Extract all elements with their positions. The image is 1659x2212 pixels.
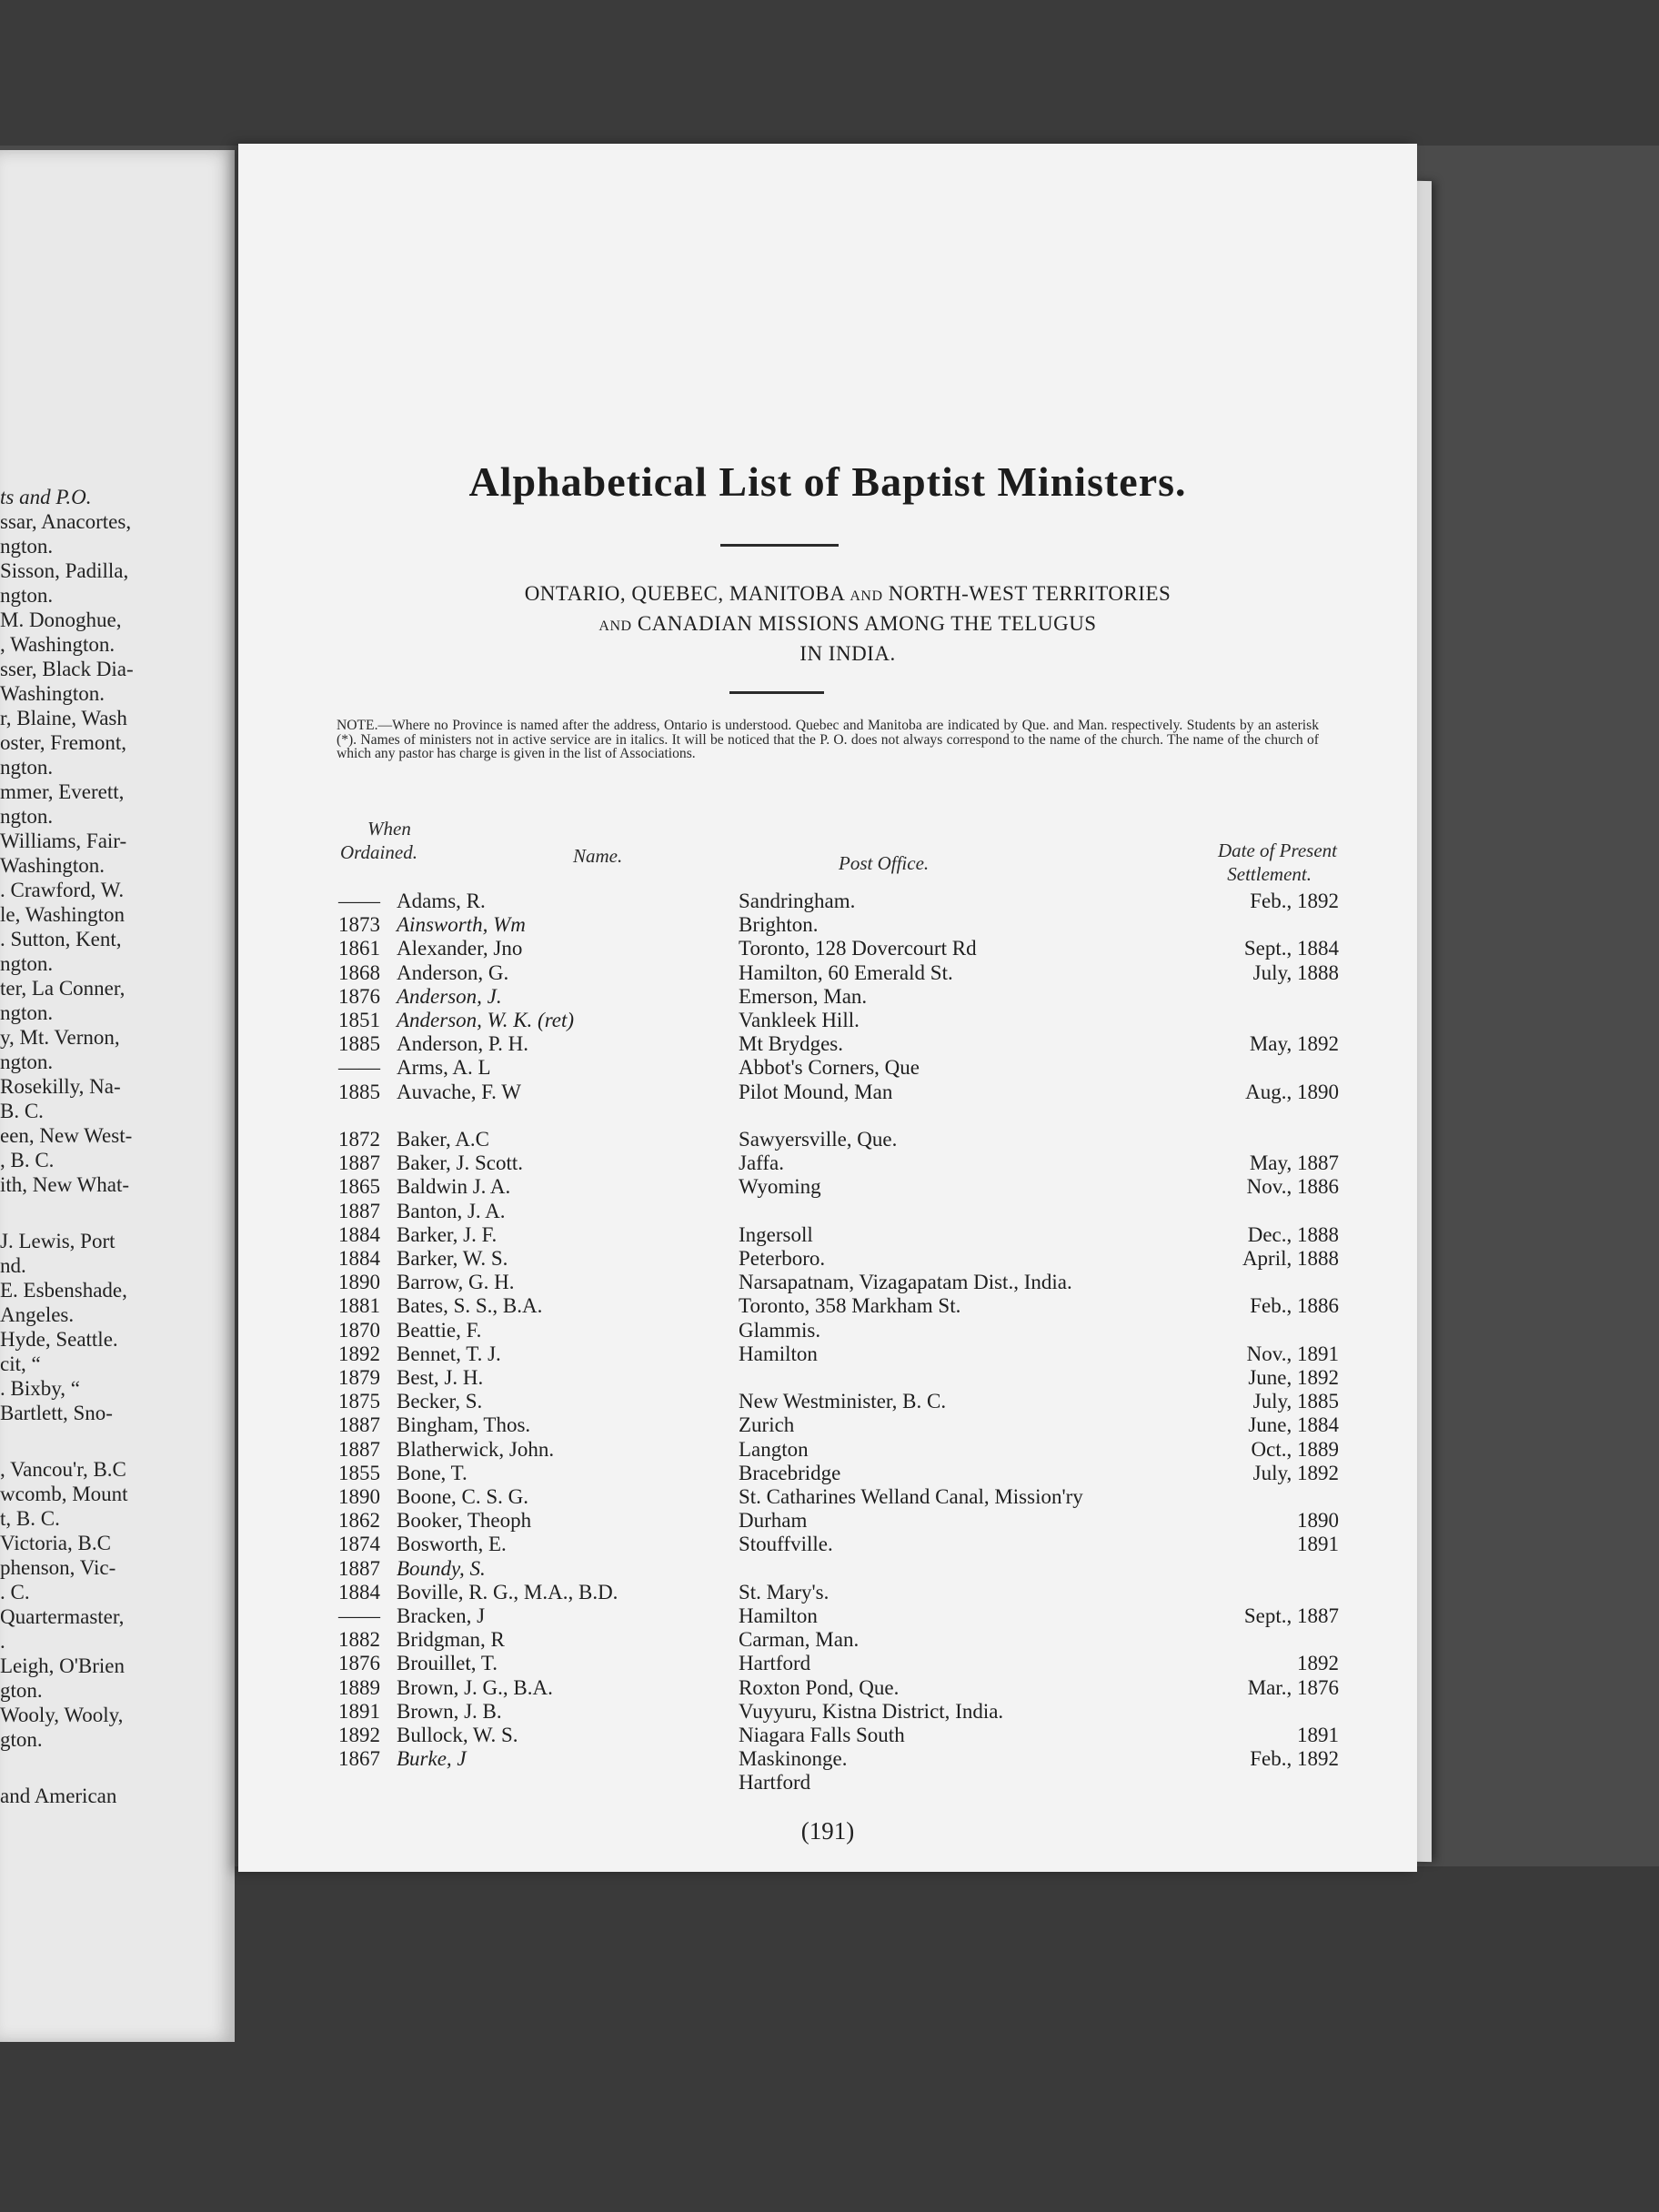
entry-post-office: Toronto, 128 Dovercourt Rd	[739, 937, 977, 960]
minister-entry	[338, 1390, 1339, 1413]
entry-post-office: Narsapatnam, Vizagapatam Dist., India.	[739, 1271, 1072, 1294]
title-rule	[720, 544, 839, 547]
left-page-line: Sisson, Padilla,	[0, 559, 129, 582]
left-page-line: E. Esbenshade,	[0, 1279, 127, 1302]
entry-year: 1887	[338, 1151, 380, 1175]
page-title: Alphabetical List of Baptist Ministers.	[468, 458, 1187, 505]
entry-year: 1851	[338, 1009, 380, 1031]
entry-year: 1867	[338, 1747, 380, 1771]
minister-entry	[338, 1700, 1339, 1724]
entry-year: 1887	[338, 1199, 380, 1222]
left-page-line: mmer, Everett,	[0, 780, 125, 803]
entry-post-office: Vuyyuru, Kistna District, India.	[739, 1699, 1004, 1723]
entry-post-office: Carman, Man.	[739, 1628, 860, 1652]
entry-settlement-date: Feb., 1892	[1250, 1747, 1339, 1771]
minister-entry	[338, 1175, 1339, 1199]
entry-name: Brown, J. G., B.A.	[397, 1675, 553, 1699]
entry-name: Baker, J. Scott.	[397, 1151, 523, 1175]
left-page-line: Rosekilly, Na-	[0, 1075, 121, 1098]
entry-post-office: Hamilton, 60 Emerald St.	[739, 960, 953, 984]
minister-entry	[338, 1247, 1339, 1271]
minister-entry	[338, 1485, 1339, 1509]
minister-entry	[338, 913, 1339, 937]
entry-post-office: Niagara Falls South	[739, 1724, 905, 1746]
entry-settlement-date: Sept., 1884	[1243, 937, 1339, 960]
entry-name: Baldwin J. A.	[397, 1175, 511, 1199]
minister-entry	[338, 1747, 1339, 1771]
entry-settlement-date: 1892	[1297, 1652, 1339, 1675]
left-page-text-column	[0, 485, 223, 1808]
entry-settlement-date: Aug., 1890	[1245, 1080, 1339, 1103]
entry-settlement-date: Mar., 1876	[1247, 1675, 1339, 1699]
left-page-line: cit, “	[0, 1352, 41, 1375]
minister-entry	[338, 1128, 1339, 1151]
left-page-line: phenson, Vic-	[0, 1556, 116, 1579]
entry-post-office: Roxton Pond, Que.	[739, 1675, 900, 1699]
left-page-line: Wooly, Wooly,	[0, 1704, 124, 1726]
page-number: (191)	[800, 1817, 855, 1845]
left-page-line: ssar, Anacortes,	[0, 510, 132, 533]
minister-entry	[338, 1081, 1339, 1104]
minister-entry	[338, 1342, 1339, 1366]
entry-name: Bone, T.	[397, 1461, 468, 1484]
entry-year: 1874	[338, 1533, 380, 1556]
entry-year: 1890	[338, 1271, 380, 1294]
left-page-line: r, Blaine, Wash	[0, 707, 127, 729]
minister-entry	[338, 1724, 1339, 1747]
minister-entry	[338, 1533, 1339, 1556]
entry-settlement-date: May, 1892	[1249, 1032, 1339, 1056]
minister-entry	[338, 1604, 1339, 1628]
entry-year: 1885	[338, 1032, 380, 1056]
left-page-line: J. Lewis, Port	[0, 1230, 116, 1252]
left-page-line: Washington.	[0, 854, 106, 877]
entry-post-office: Peterboro.	[739, 1247, 826, 1270]
minister-entry	[338, 1413, 1339, 1437]
minister-entry	[338, 1462, 1339, 1485]
entry-settlement-date: Dec., 1888	[1247, 1222, 1339, 1246]
entry-year: 1876	[338, 984, 380, 1008]
left-page-line: gton.	[0, 1679, 43, 1702]
entry-name: Anderson, P. H.	[397, 1032, 529, 1056]
minister-entry	[338, 985, 1339, 1009]
minister-entry	[338, 1557, 1339, 1581]
left-page-line: ngton.	[0, 584, 54, 607]
section-heading	[311, 580, 1384, 668]
entry-name: Boville, R. G., M.A., B.D.	[397, 1580, 618, 1604]
entry-name: Boundy, S.	[397, 1556, 486, 1580]
left-page-line: ngton.	[0, 535, 54, 558]
left-page-line: ter, La Conner,	[0, 977, 126, 1000]
entry-year: 1855	[338, 1461, 380, 1484]
entry-year: 1882	[338, 1628, 380, 1652]
minister-entry	[338, 1581, 1339, 1604]
minister-entry	[338, 937, 1339, 960]
entry-name: Auvache, F. W	[397, 1080, 521, 1103]
left-page-line: M. Donoghue,	[0, 608, 122, 631]
entry-post-office: New Westminister, B. C.	[739, 1390, 947, 1413]
heading-rule	[729, 691, 824, 694]
entry-settlement-date: July, 1892	[1252, 1461, 1339, 1484]
minister-entry	[338, 890, 1339, 913]
entry-name: Boone, C. S. G.	[397, 1485, 529, 1508]
entry-name: Bates, S. S., B.A.	[397, 1294, 543, 1318]
entry-post-office: Hamilton	[739, 1342, 818, 1365]
entry-post-office: Hamilton	[739, 1604, 818, 1627]
left-page-line: . Crawford, W.	[0, 879, 125, 901]
entry-year: 1884	[338, 1247, 380, 1270]
entry-name: Becker, S.	[397, 1390, 483, 1413]
left-page-line: Hyde, Seattle.	[0, 1328, 118, 1351]
entry-settlement-date: 1891	[1297, 1724, 1339, 1746]
entry-post-office: Mt Brydges.	[739, 1032, 843, 1056]
entry-settlement-date: 1891	[1297, 1533, 1339, 1556]
entry-settlement-date: Feb., 1886	[1250, 1294, 1339, 1318]
entry-name: Brown, J. B.	[397, 1699, 502, 1723]
entry-year: 1876	[338, 1652, 380, 1675]
left-page-line: le, Washington	[0, 903, 125, 926]
left-page-line: Washington.	[0, 682, 106, 705]
entry-name: Blatherwick, John.	[397, 1437, 555, 1461]
col-head-settlement: Settlement.	[1227, 863, 1312, 885]
left-page-line: Williams, Fair-	[0, 830, 127, 852]
minister-entry	[338, 1032, 1339, 1056]
entry-year: 1873	[338, 913, 380, 937]
entry-name: Best, J. H.	[397, 1366, 484, 1389]
col-head-name: Name.	[573, 845, 623, 867]
entry-name: Anderson, G.	[397, 960, 509, 984]
entry-name: Anderson, J.	[397, 984, 502, 1008]
entry-year: 1868	[338, 960, 380, 984]
col-head-date-of-present: Date of Present	[1217, 840, 1337, 861]
minister-entry	[338, 1271, 1339, 1294]
entry-post-office: Hartford	[739, 1652, 811, 1675]
entry-name: Bennet, T. J.	[397, 1342, 501, 1365]
left-page-line: ngton.	[0, 1001, 54, 1024]
left-page-line: Quartermaster,	[0, 1605, 125, 1628]
entry-settlement-date: July, 1885	[1252, 1390, 1339, 1413]
minister-entry	[338, 1009, 1339, 1032]
entry-year: 1865	[338, 1175, 380, 1199]
entry-post-office: Toronto, 358 Markham St.	[739, 1294, 961, 1318]
minister-entry	[338, 1628, 1339, 1652]
entry-settlement-date: April, 1888	[1242, 1247, 1339, 1270]
left-page-line: ith, New What-	[0, 1173, 130, 1196]
left-page-line: ngton.	[0, 805, 54, 828]
entry-settlement-date: June, 1884	[1248, 1413, 1339, 1437]
entry-settlement-date: Oct., 1889	[1251, 1437, 1339, 1461]
left-page-line: ngton.	[0, 756, 54, 779]
entry-post-office: St. Mary's.	[739, 1580, 830, 1604]
left-page-line: een, New West-	[0, 1124, 133, 1147]
entry-settlement-date: Feb., 1892	[1250, 890, 1339, 912]
entry-name: Banton, J. A.	[397, 1199, 506, 1222]
entry-year: 1879	[338, 1366, 380, 1389]
left-page-line: Angeles.	[0, 1303, 75, 1326]
entry-name: Anderson, W. K. (ret)	[397, 1009, 575, 1031]
entry-year: 1862	[338, 1509, 380, 1533]
left-page-line: , Vancou'r, B.C	[0, 1458, 126, 1481]
left-page-line: .	[0, 1630, 5, 1653]
heading-line-1: ONTARIO, QUEBEC, MANITOBA AND NORTH-WEST TERRITORIES	[524, 582, 1171, 605]
entry-year: 1861	[338, 937, 380, 960]
left-page-line: Bartlett, Sno-	[0, 1402, 113, 1424]
entry-name: Booker, Theoph	[397, 1509, 532, 1533]
left-facing-page	[0, 150, 235, 2042]
entry-year: 1875	[338, 1390, 380, 1413]
entry-name: Burke, J	[397, 1747, 467, 1771]
entry-post-office: Zurich	[739, 1413, 795, 1437]
minister-entry	[338, 1223, 1339, 1247]
entry-year: 1892	[338, 1724, 380, 1746]
left-page-line: B. C.	[0, 1100, 44, 1122]
entry-settlement-date: Nov., 1891	[1246, 1342, 1339, 1365]
col-head-when: When	[367, 818, 411, 840]
entry-name: Arms, A. L	[397, 1056, 491, 1080]
entry-year: 1887	[338, 1413, 380, 1437]
entry-post-office: Langton	[739, 1437, 809, 1461]
left-page-line: wcomb, Mount	[0, 1483, 128, 1505]
entry-year: 1887	[338, 1437, 380, 1461]
col-head-ordained: Ordained.	[340, 841, 417, 863]
entry-name: Alexander, Jno	[397, 937, 523, 960]
entry-year: ——	[338, 1056, 380, 1080]
left-page-line: . Bixby, “	[0, 1377, 80, 1400]
entry-name: Bullock, W. S.	[397, 1724, 518, 1746]
entry-name: Barker, W. S.	[397, 1247, 508, 1270]
entry-settlement-date: Nov., 1886	[1246, 1175, 1339, 1199]
minister-entry	[338, 1151, 1339, 1175]
entry-year: 1881	[338, 1294, 380, 1318]
entry-name: Barrow, G. H.	[397, 1271, 515, 1294]
left-page-line: ts and P.O.	[0, 486, 92, 508]
minister-entry	[338, 1056, 1339, 1080]
left-page-line: Leigh, O'Brien	[0, 1654, 126, 1677]
entry-post-office: Wyoming	[739, 1175, 821, 1199]
entry-year: 1870	[338, 1318, 380, 1342]
entry-year: 1891	[338, 1699, 380, 1723]
entry-settlement-date: 1890	[1297, 1509, 1339, 1533]
minister-entry	[338, 1509, 1339, 1533]
entry-post-office: Glammis.	[739, 1318, 821, 1342]
entry-year: 1890	[338, 1485, 380, 1508]
entry-name: Bosworth, E.	[397, 1533, 507, 1556]
left-page-line: sser, Black Dia-	[0, 658, 134, 680]
minister-entry	[338, 1676, 1339, 1700]
entry-name: Bridgman, R	[397, 1628, 505, 1652]
left-page-line: gton.	[0, 1728, 43, 1751]
dark-background-bottom	[0, 1866, 1659, 2212]
minister-entry	[338, 1438, 1339, 1462]
entry-post-office: Hartford	[739, 1771, 811, 1795]
left-page-line: Victoria, B.C	[0, 1532, 111, 1554]
entry-post-office: Sawyersville, Que.	[739, 1128, 898, 1151]
entry-post-office: Pilot Mound, Man	[739, 1080, 893, 1103]
minister-entry	[338, 1200, 1339, 1223]
entry-year: ——	[338, 1604, 380, 1627]
entry-post-office: St. Catharines Welland Canal, Mission'ry	[739, 1485, 1083, 1508]
entry-settlement-date: May, 1887	[1249, 1151, 1339, 1175]
left-page-line: oster, Fremont,	[0, 731, 126, 754]
entry-year: 1884	[338, 1222, 380, 1246]
entry-post-office: Jaffa.	[739, 1151, 785, 1175]
entry-name: Adams, R.	[397, 890, 486, 912]
entry-year: 1887	[338, 1556, 380, 1580]
minister-entry	[338, 1319, 1339, 1342]
entry-post-office: Sandringham.	[739, 890, 856, 912]
left-page-line: nd.	[0, 1254, 26, 1277]
entry-post-office: Maskinonge.	[739, 1747, 848, 1771]
left-page-line: t, B. C.	[0, 1507, 60, 1530]
heading-line-3: IN INDIA.	[799, 642, 896, 665]
left-page-line: ngton.	[0, 1051, 54, 1073]
entry-year: 1892	[338, 1342, 380, 1365]
entry-name: Bingham, Thos.	[397, 1413, 531, 1437]
col-head-post-office: Post Office.	[839, 852, 930, 874]
entry-settlement-date: June, 1892	[1248, 1366, 1339, 1389]
dark-background-top	[0, 0, 1659, 146]
entry-name: Bracken, J	[397, 1604, 486, 1627]
minister-entry	[338, 1294, 1339, 1318]
left-page-line: ngton.	[0, 952, 54, 975]
entry-year: 1884	[338, 1580, 380, 1604]
entry-year: 1889	[338, 1675, 380, 1699]
heading-line-2: AND CANADIAN MISSIONS AMONG THE TELUGUS	[598, 612, 1097, 635]
entry-name: Ainsworth, Wm	[397, 913, 526, 937]
entry-year: ——	[338, 890, 380, 912]
minister-entry	[338, 1652, 1339, 1675]
entry-post-office: Vankleek Hill.	[739, 1009, 860, 1031]
left-page-line: and American	[0, 1785, 117, 1807]
entry-post-office: Durham	[739, 1509, 808, 1533]
entry-name: Baker, A.C	[397, 1128, 489, 1151]
left-page-line: . C.	[0, 1581, 30, 1604]
entry-settlement-date: Sept., 1887	[1243, 1604, 1339, 1627]
entry-post-office: Emerson, Man.	[739, 984, 868, 1008]
left-page-line: y, Mt. Vernon,	[0, 1026, 120, 1049]
entry-post-office: Brighton.	[739, 913, 819, 937]
entry-name: Beattie, F.	[397, 1318, 482, 1342]
explanatory-note: NOTE.—Where no Province is named after the address, Ontario is understood. Quebec and Manitoba are indicated by Que. and Man. respectively. Students by an asterisk (*). Names of ministers not in active service are in italics. It will be noticed that the P. O. does not always correspond to the name of the church. The name of the church of which any pastor has charge is given in the list of Associations.	[337, 718, 1319, 762]
entry-settlement-date: July, 1888	[1252, 960, 1339, 984]
entry-name: Brouillet, T.	[397, 1652, 498, 1675]
left-page-line: , B. C.	[0, 1149, 55, 1171]
minister-entry	[338, 961, 1339, 985]
left-page-line: . Sutton, Kent,	[0, 928, 122, 950]
minister-entry	[338, 1366, 1339, 1390]
entry-post-office: Abbot's Corners, Que	[739, 1056, 920, 1080]
entry-post-office: Bracebridge	[739, 1461, 841, 1484]
entry-year: 1885	[338, 1080, 380, 1103]
left-page-line: , Washington.	[0, 633, 116, 656]
right-page	[238, 144, 1417, 1872]
entry-name: Barker, J. F.	[397, 1222, 498, 1246]
entry-year: 1872	[338, 1128, 380, 1151]
entry-post-office: Ingersoll	[739, 1222, 813, 1246]
entry-post-office: Stouffville.	[739, 1533, 833, 1556]
minister-entry	[338, 1771, 1339, 1795]
